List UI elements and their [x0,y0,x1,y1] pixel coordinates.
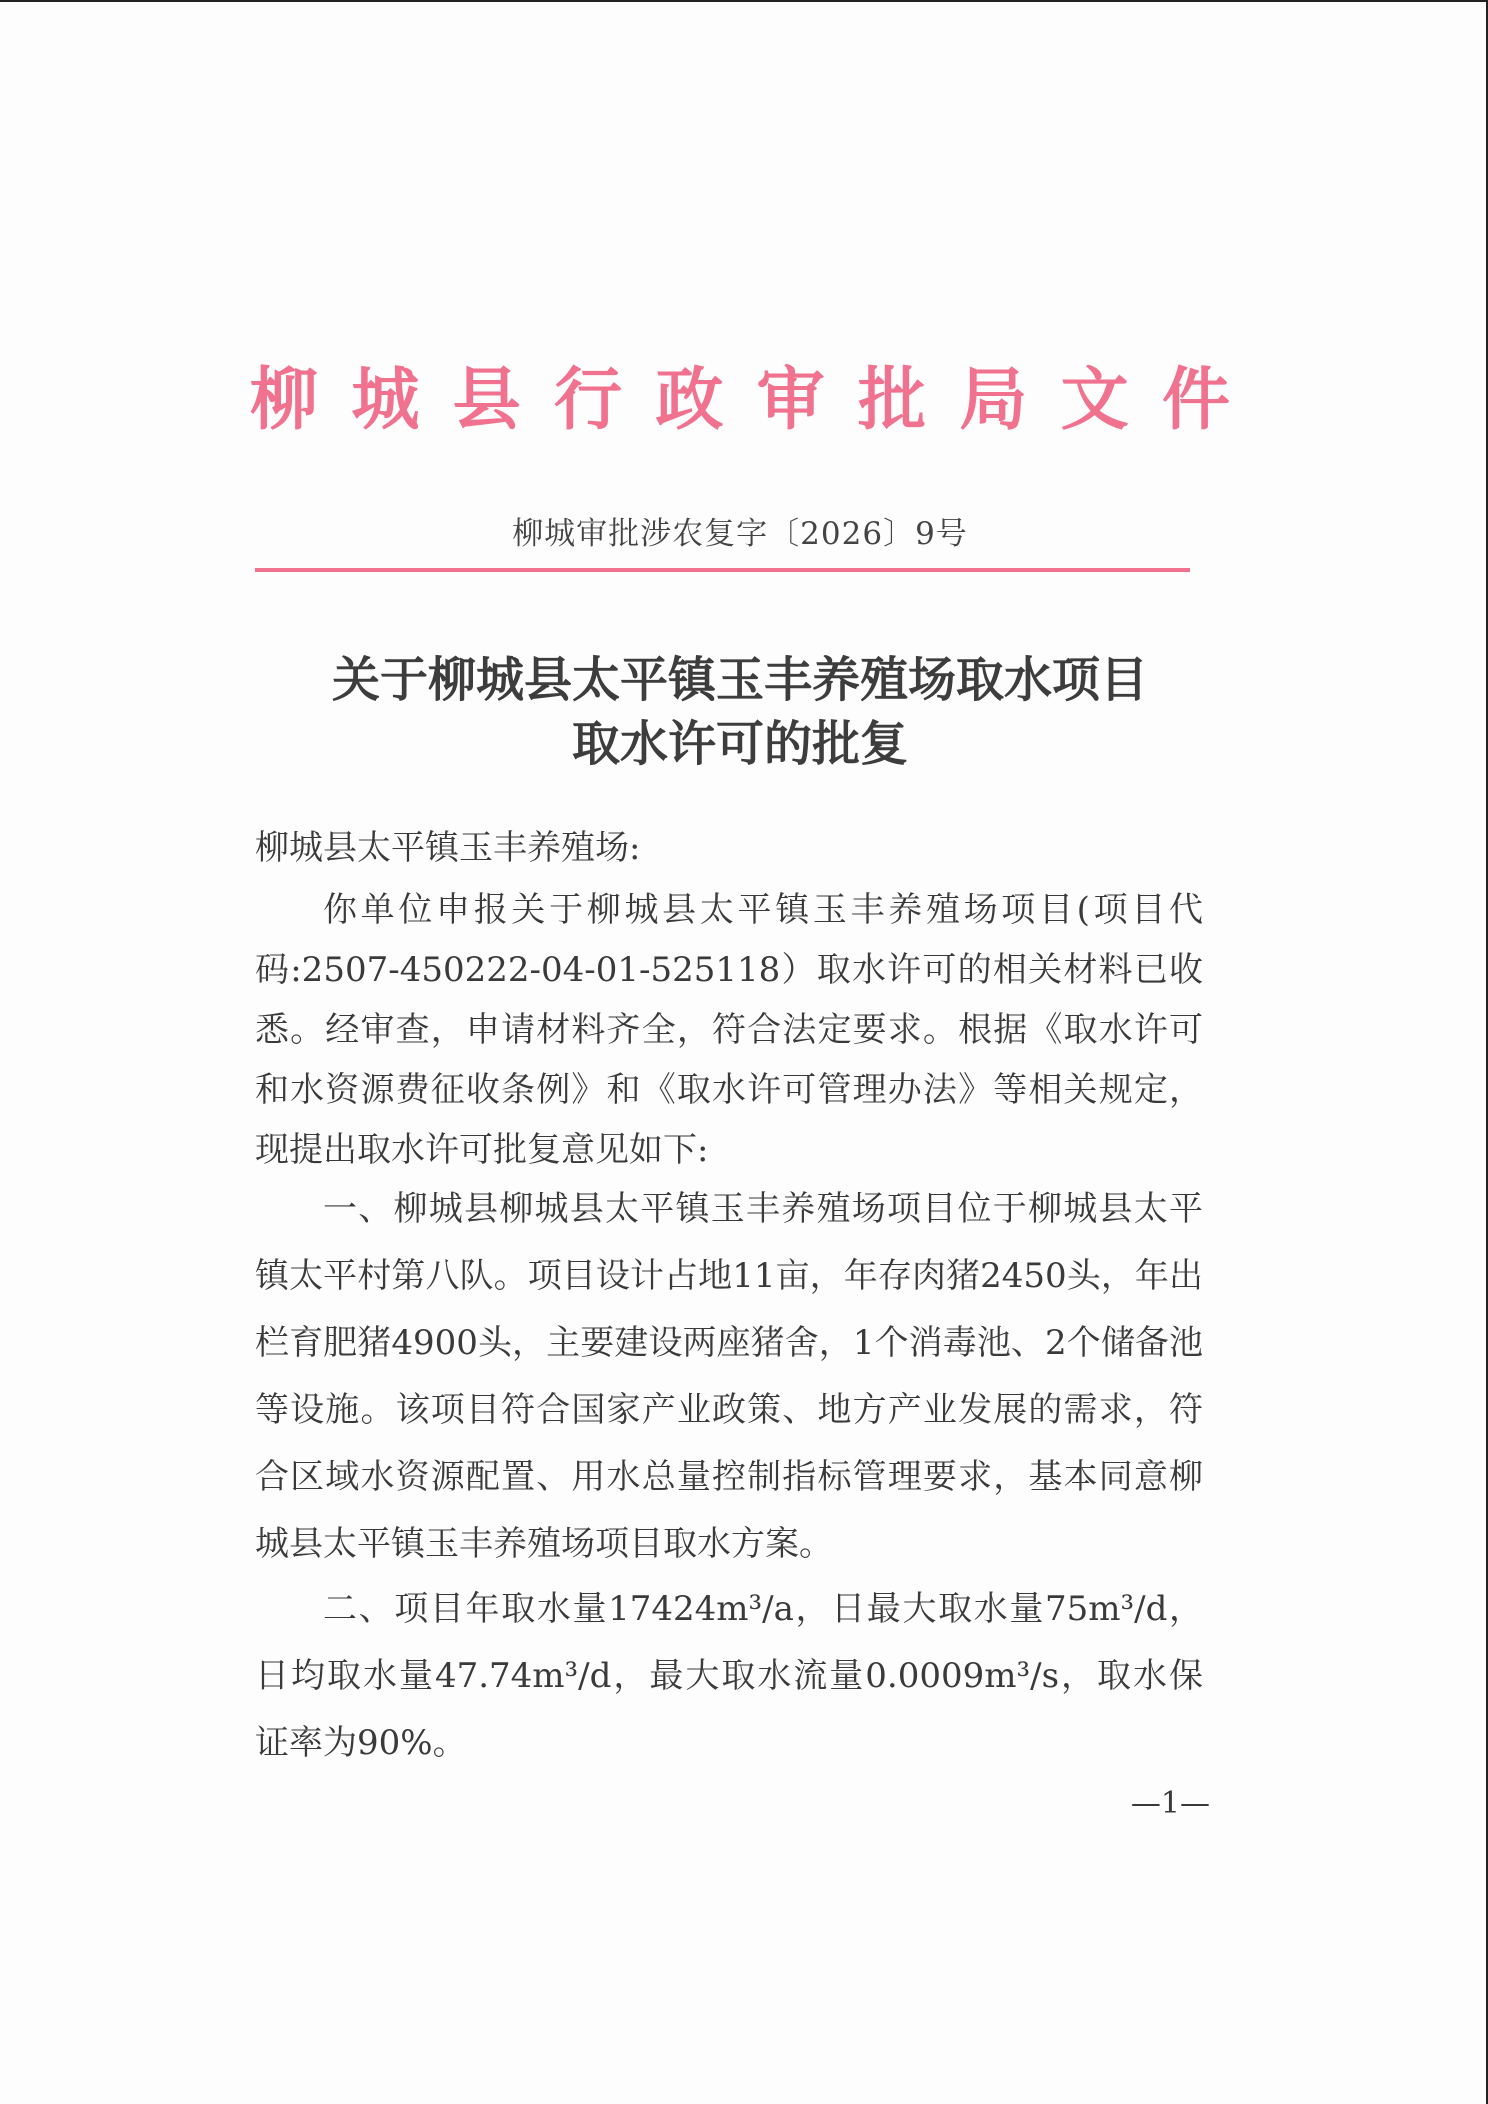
paragraph-item-1: 一、柳城县柳城县太平镇玉丰养殖场项目位于柳城县太平镇太平村第八队。项目设计占地11亩，年存肉猪2450头，年出栏育肥猪4900头，主要建设两座猪舍，1个消毒池、2个储备池等设施。该项目符合国家产业政策、地方产业发展的需求，符合区域水资源配置、用水总量控制指标管理要求，基本同意柳城县太平镇玉丰养殖场项目取水方案。 [255,1189,1203,1564]
letterhead-char: 城 [351,360,420,440]
title-line-1: 关于柳城县太平镇玉丰养殖场取水项目 [331,652,1148,708]
document-number: 柳城审批涉农复字〔2026〕9号 [512,516,968,552]
letterhead-char: 政 [655,360,724,440]
letterhead-char: 柳 [250,360,319,440]
letterhead [250,355,1230,445]
letterhead-char: 批 [857,360,926,440]
letterhead-char: 局 [959,360,1028,440]
red-divider-rule [255,568,1190,572]
paragraph-intro: 你单位申报关于柳城县太平镇玉丰养殖场项目(项目代码:2507-450222-04-01-525118）取水许可的相关材料已收悉。经审查，申请材料齐全，符合法定要求。根据《取水许可和水资源费征收条例》和《取水许可管理办法》等相关规定，现提出取水许可批复意见如下: [255,890,1203,1170]
document-title [255,648,1225,776]
scan-top-edge [0,0,1488,2]
letterhead-char: 件 [1161,360,1230,440]
addressee: 柳城县太平镇玉丰养殖场: [255,828,641,868]
page-number: —1— [1130,1786,1210,1821]
paragraph-item-2: 二、项目年取水量17424m³/a，日最大取水量75m³/d，日均取水量47.74m³/d，最大取水流量0.0009m³/s，取水保证率为90%。 [255,1589,1203,1763]
letterhead-char: 审 [756,360,825,440]
letterhead-char: 文 [1060,360,1129,440]
letterhead-char: 县 [452,360,521,440]
letterhead-char: 行 [553,360,622,440]
title-line-2: 取水许可的批复 [571,716,908,772]
